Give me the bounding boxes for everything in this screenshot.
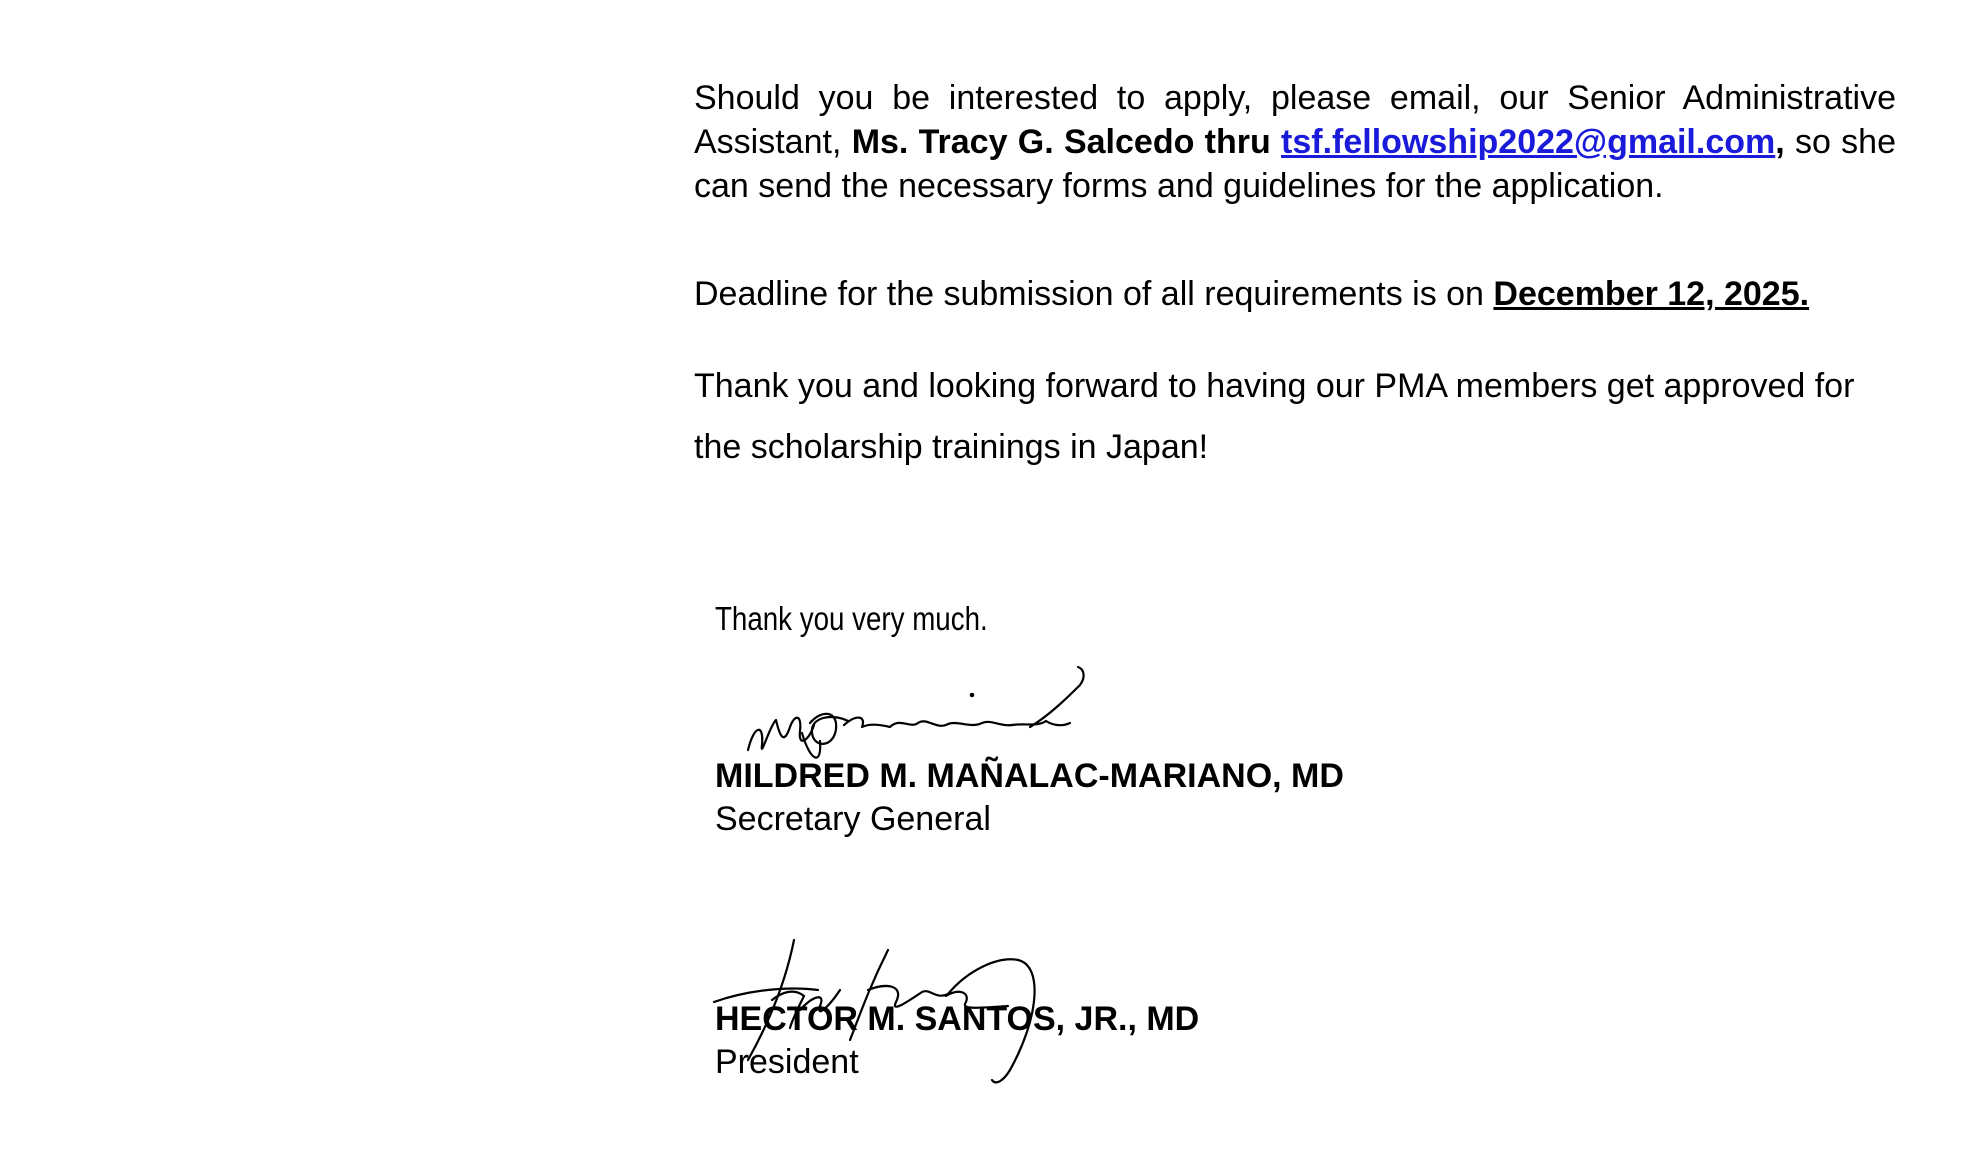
deadline-date: December 12, 2025. (1493, 275, 1810, 313)
email-comma: , (1775, 123, 1785, 161)
signatory-title: Secretary General (715, 800, 991, 838)
thank-you-line: Thank you very much. (715, 600, 988, 637)
signatory-title: President (715, 1043, 859, 1081)
signatory-name: MILDRED M. MAÑALAC-MARIANO, MD (715, 757, 1344, 795)
closing-paragraph: Thank you and looking forward to having our PMA members get approved for the scholarship trainings in Japan! (694, 367, 1855, 466)
application-after-email-text: so she can send the necessary forms and guidelines for the application. (694, 123, 1896, 205)
deadline-text: Deadline for the submission of all requirements is on (694, 275, 1484, 313)
application-intro-text: Should you be interested to apply, please email, our Senior Administrative Assistant, (694, 79, 1896, 161)
contact-person-name: Ms. Tracy G. Salcedo thru (851, 123, 1271, 161)
contact-email-link[interactable]: tsf.fellowship2022@gmail.com (1281, 123, 1776, 161)
deadline-paragraph (694, 272, 1896, 316)
application-instructions-paragraph (694, 76, 1896, 208)
signatory-name: HECTOR M. SANTOS, JR., MD (715, 1000, 1200, 1038)
